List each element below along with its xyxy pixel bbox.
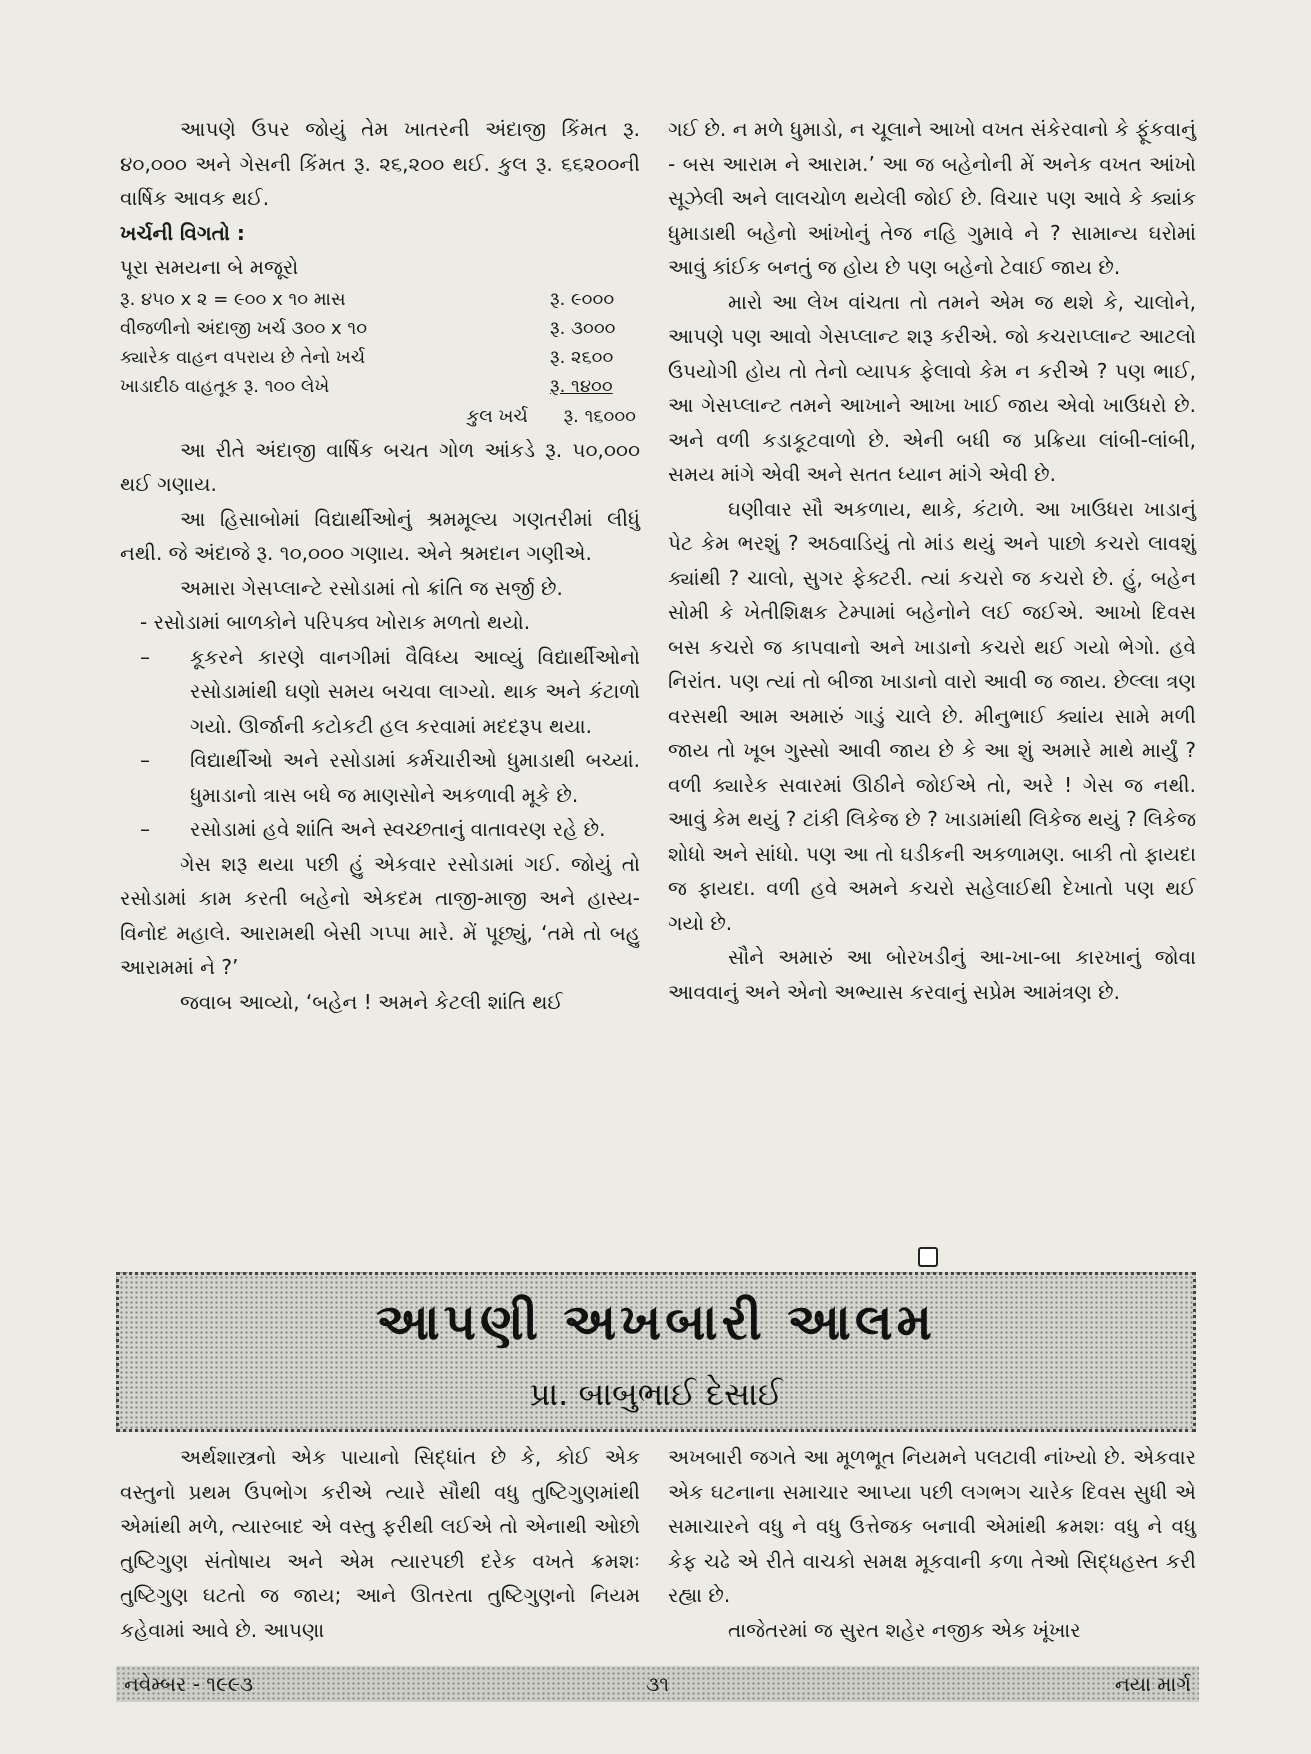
table-row: [120, 372, 640, 401]
bullet-text: કૂકરને કારણે વાનગીમાં વૈવિધ્ય આવ્યું વિદ્યાર્થીઓનો રસોડામાંથી ઘણો સમય બચવા લાગ્યો. થાક અને કંટાળો ગયો. ઊર્જાની કટોકટી હલ કરવામાં મદદરૂપ થયા.: [190, 644, 640, 738]
expense-label: વીજળીનો અંદાજી ખર્ચ ૩૦૦ x ૧૦: [120, 317, 368, 339]
paragraph: આ રીતે અંદાજી વાર્ષિક બચત ગોળ આંકડે રૂ. ૫૦,૦૦૦ થઈ ગણાય.: [120, 437, 640, 496]
paragraph: ઘણીવાર સૌ અકળાય, થાકે, કંટાળે. આ ખાઉધરા ખાડાનું પેટ કેમ ભરશું ? અઠવાડિયું તો માંડ થયું અને પાછો કચરો લાવશું ક્યાંથી ? ચાલો, સુગર ફેક્ટરી. ત્યાં કચરો જ કચરો છે. હું, બહેન સોમી કે ખેતીશિક્ષક ટેમ્પામાં બહેનોને લઈ જઈએ. આખો દિવસ બસ કચરો જ કાપવાનો અને ખાડાનો કચરો થઈ ગયો ભેગો. હવે નિરાંત. પણ ત્યાં તો બીજા ખાડાનો વારો આવી જ જાય. છેલ્લા ત્રણ વરસથી આમ અમારું ગાડું ચાલે છે. મીનુભાઈ ક્યાંય સામે મળી જાય તો ખૂબ ગુસ્સો આવી જાય છે કે આ શું અમારે માથે માર્યું ? વળી ક્યારેક સવારમાં ઊઠીને જોઈએ તો, અરે ! ગેસ જ નથી. આવું કેમ થયું ? ટાંકી લિકેજ છે ? ખાડામાંથી લિકેજ થયું ? લિકેજ શોધો અને સાંધો. પણ આ તો ઘડીકની અકળામણ. બાકી તો ફાયદા જ ફાયદા. વળી હવે અમને કચરો સહેલાઈથી દેખાતો પણ થઈ ગયો છે.: [668, 496, 1196, 935]
paragraph: અમારા ગેસપ્લાન્ટે રસોડામાં તો ક્રાંતિ જ સર્જી છે.: [180, 575, 563, 600]
paragraph: અખબારી જગતે આ મૂળભૂત નિયમને પલટાવી નાંખ્યો છે. એકવાર એક ઘટનાના સમાચાર આપ્યા પછી લગભગ ચારેક દિવસ સુધી એ સમાચારને વધુ ને વધુ ઉત્તેજક બનાવી એમાંથી ક્રમશઃ વધુ ને વધુ કેફ ચઢે એ રીતે વાચકો સમક્ષ મૂકવાની કળા તેઓ સિદ્ધહસ્ત કરી રહ્યા છે.: [668, 1445, 1196, 1607]
right-column-top: [668, 112, 1196, 1009]
bullet-text: વિદ્યાર્થીઓ અને રસોડામાં કર્મચારીઓ ધુમાડાથી બચ્યાં. ધુમાડાનો ત્રાસ બધે જ માણસોને અકળાવી મૂકે છે.: [190, 748, 640, 807]
left-column-bottom: [120, 1440, 640, 1647]
list-item: [120, 640, 640, 744]
paragraph: ગેસ શરૂ થયા પછી હું એકવાર રસોડામાં ગઈ. જોયું તો રસોડામાં કામ કરતી બહેનો એકદમ તાજી-માજી અને હાસ્ય-વિનોદ મહાલે. આરામથી બેસી ગપ્પા મારે. મેં પૂછ્યું, ‘તમે તો બહુ આરામમાં ને ?’: [120, 851, 640, 979]
expense-amount: રૂ. ૯૦૦૦: [550, 288, 615, 310]
paragraph: અર્થશાસ્ત્રનો એક પાયાનો સિદ્ધાંત છે કે, કોઈ એક વસ્તુનો પ્રથમ ઉપભોગ કરીએ ત્યારે સૌથી વધુ તુષ્ટિગુણમાંથી એમાંથી મળે, ત્યારબાદ એ વસ્તુ ફરીથી લઈએ તો એનાથી ઓછો તુષ્ટિગુણ સંતોષાય અને એમ ત્યારપછી દરેક વખતે ક્રમશઃ તુષ્ટિગુણ ઘટતો જ જાય; આને ઊતરતા તુષ્ટિગુણનો નિયમ કહેવામાં આવે છે. આપણા: [120, 1445, 640, 1642]
paragraph: સૌને અમારું આ બોરખડીનું આ-ખા-બા કારખાનું જોવા આવવાનું અને એનો અભ્યાસ કરવાનું સપ્રેમ આમંત્રણ છે.: [668, 945, 1196, 1004]
magazine-name: નયા માર્ગ: [1114, 1672, 1191, 1696]
list-item: [120, 743, 640, 812]
paragraph: જવાબ આવ્યો, ‘બહેન ! અમને કેટલી શાંતિ થઈ: [180, 989, 563, 1014]
labor-label: પૂરા સમયના બે મજૂરો: [120, 255, 299, 279]
article-title: આપણી અખબારી આલમ: [376, 1293, 936, 1351]
bullet-dash: –: [140, 644, 150, 669]
expense-amount: રૂ. ૧૪૦૦: [550, 375, 613, 397]
list-item: [120, 812, 640, 847]
expense-label: રૂ. ૪૫૦ x ૨ = ૯૦૦ x ૧૦ માસ: [120, 288, 346, 310]
total-label: કુલ ખર્ચ: [466, 405, 528, 427]
paragraph: મારો આ લેખ વાંચતા તો તમને એમ જ થશે કે, ચાલોને, આપણે પણ આવો ગેસપ્લાન્ટ શરૂ કરીએ. જો કચરાપ્લાન્ટ આટલો ઉપયોગી હોય તો તેનો વ્યાપક ફેલાવો કેમ ન કરીએ ? પણ ભાઈ, આ ગેસપ્લાન્ટ તમને આખાને આખા ખાઈ જાય એવો ખાઉધરો છે. અને વળી કડાકૂટવાળો છે. એની બધી જ પ્રક્રિયા લાંબી-લાંબી, સમય માંગે એવી અને સતત ધ્યાન માંગે એવી છે.: [668, 289, 1196, 486]
table-row: [120, 285, 640, 314]
paragraph: આ હિસાબોમાં વિદ્યાર્થીઓનું શ્રમમૂલ્ય ગણતરીમાં લીધું નથી. જે અંદાજે રૂ. ૧૦,૦૦૦ ગણાય. એને શ્રમદાન ગણીએ.: [120, 506, 640, 565]
expense-table: [120, 285, 640, 401]
page-footer: [116, 1666, 1199, 1702]
paragraph: આપણે ઉપર જોયું તેમ ખાતરની અંદાજી કિંમત રૂ. ૪૦,૦૦૦ અને ગેસની કિંમત રૂ. ૨૬,૨૦૦ થઈ. કુલ રૂ. ૬૬૨૦૦ની વાર્ષિક આવક થઈ.: [120, 117, 640, 210]
expense-amount: રૂ. ૨૬૦૦: [550, 346, 614, 368]
expense-label: ખાડાદીઠ વાહતૂક રૂ. ૧૦૦ લેખે: [120, 375, 330, 397]
paragraph: તાજેતરમાં જ સુરત શહેર નજીક એક ખૂંખાર: [728, 1617, 1081, 1642]
sub-point: - રસોડામાં બાળકોને પરિપક્વ ખોરાક મળતો થયો.: [140, 610, 531, 634]
total-amount: રૂ. ૧૬૦૦૦: [563, 405, 636, 427]
bullet-dash: –: [140, 748, 150, 772]
paragraph: ગઈ છે. ન મળે ધુમાડો, ન ચૂલાને આખો વખત સંકેરવાનો કે ફૂંકવાનું - બસ આરામ ને આરામ.’ આ જ બહેનોની મેં અનેક વખત આંખો સૂઝેલી અને લાલચોળ થયેલી જોઈ છે. વિચાર પણ આવે કે ક્યાંક ધુમાડાથી બહેનો આંખોનું તેજ નહિ ગુમાવે ને ? સામાન્ય ઘરોમાં આવું કાંઈક બનતું જ હોય છે પણ બહેનો ટેવાઈ જાય છે.: [668, 117, 1196, 279]
bullet-dash: –: [140, 817, 150, 841]
article-banner: [116, 1272, 1196, 1432]
table-row: [120, 343, 640, 372]
expense-amount: રૂ. ૩૦૦૦: [550, 317, 616, 339]
expense-heading: ખર્ચની વિગતો :: [120, 220, 245, 245]
left-column-top: [120, 112, 640, 1019]
issue-date: નવેમ્બર - ૧૯૯૩: [124, 1672, 254, 1696]
table-row: [120, 314, 640, 343]
expense-label: ક્યારેક વાહન વપરાય છે તેનો ખર્ચ: [120, 346, 366, 368]
right-column-bottom: [668, 1440, 1196, 1647]
expense-total: [120, 401, 640, 433]
page-number: ૩૧: [645, 1672, 670, 1696]
article-end-mark: [918, 1247, 938, 1267]
bullet-text: રસોડામાં હવે શાંતિ અને સ્વચ્છતાનું વાતાવરણ રહે છે.: [190, 817, 606, 841]
article-author: પ્રા. બાબુભાઈ દેસાઈ: [529, 1375, 783, 1413]
